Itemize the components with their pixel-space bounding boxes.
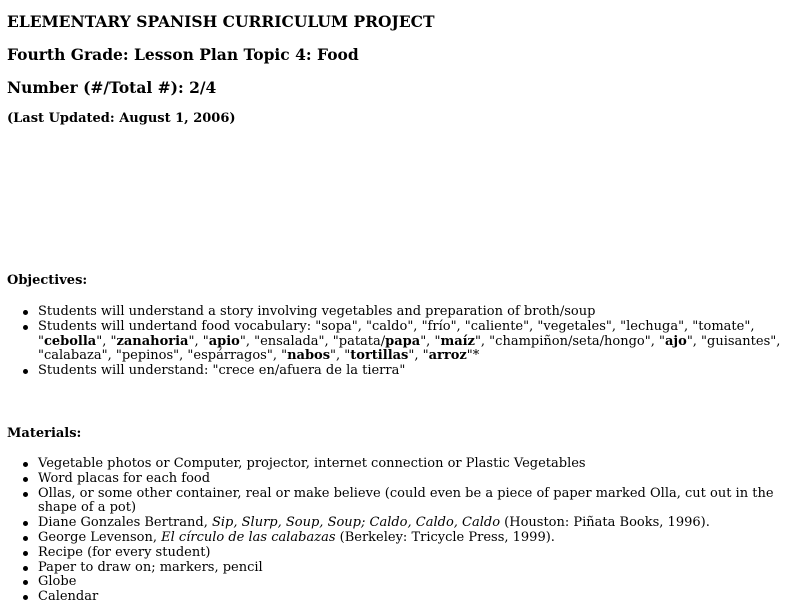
- last-updated: (Last Updated: August 1, 2006): [7, 111, 236, 126]
- vocab-text: ", ": [96, 333, 117, 349]
- lesson-title: Fourth Grade: Lesson Plan Topic 4: Food: [7, 45, 359, 64]
- vocab-word-bold: maíz: [440, 333, 475, 349]
- vocab-text: Students will undertand food vocabulary: "sopa", "caldo", "frío", "caliente", "vegetales", "lechuga", "tomate", ": [38, 318, 755, 349]
- vocab-text: ", "ensalada", "patata/: [239, 333, 386, 349]
- list-item: [0, 457, 790, 472]
- vocab-word-bold: cebolla: [43, 333, 97, 349]
- book-author: Diane Gonzales Bertrand,: [38, 515, 212, 531]
- list-item: [0, 516, 790, 531]
- list-item: [0, 320, 790, 364]
- vocab-text: ", ": [330, 348, 351, 364]
- vocab-word-bold: zanahoria: [116, 333, 189, 349]
- book-author: George Levenson,: [38, 529, 162, 545]
- vocab-word-bold: tortillas: [350, 348, 409, 364]
- vocab-word-bold: ajo: [665, 333, 687, 349]
- material-text: Globe: [38, 574, 77, 590]
- list-item: [0, 305, 790, 320]
- book-title: Sip, Slurp, Soup, Soup; Caldo, Caldo, Caldo: [211, 515, 501, 531]
- vocab-text: ", ": [408, 348, 429, 364]
- material-text: Vegetable photos or Computer, projector, internet connection or Plastic Vegetables: [38, 456, 586, 471]
- material-text: Recipe (for every student): [38, 544, 211, 560]
- vocab-word-bold: papa: [385, 333, 421, 349]
- vocab-word-bold: arroz: [428, 348, 467, 364]
- list-item: [0, 561, 790, 576]
- list-item: [0, 364, 790, 379]
- list-item: [0, 590, 790, 600]
- vocab-word-bold: apio: [208, 333, 240, 349]
- objectives-list: [0, 305, 790, 379]
- lesson-number: Number (#/Total #): 2/4: [7, 78, 217, 97]
- book-publisher: (Houston: Piñata Books, 1996).: [500, 515, 710, 531]
- materials-heading: Materials:: [7, 426, 82, 441]
- book-title: El círculo de las calabazas: [161, 529, 336, 545]
- vocab-text: ", "guisantes", "calabaza", "pepinos", "espárragos", ": [38, 333, 781, 364]
- materials-list: [0, 457, 790, 600]
- list-item: [0, 546, 790, 561]
- vocab-text: ", ": [188, 333, 209, 349]
- material-text: Word placas for each food: [38, 470, 211, 486]
- objective-text: Students will understand a story involving vegetables and preparation of broth/soup: [38, 304, 596, 319]
- objectives-heading: Objectives:: [7, 273, 88, 288]
- list-item: [0, 575, 790, 590]
- project-title: ELEMENTARY SPANISH CURRICULUM PROJECT: [7, 12, 435, 31]
- vocab-text: "*: [466, 348, 480, 364]
- objective-text: Students will understand: "crece en/afuera de la tierra": [38, 363, 406, 379]
- list-item: [0, 487, 790, 517]
- list-item: [0, 472, 790, 487]
- book-publisher: (Berkeley: Tricycle Press, 1999).: [335, 529, 555, 545]
- vocab-text: ", "champiñon/seta/hongo", ": [474, 333, 665, 349]
- material-text: Ollas, or some other container, real or make believe (could even be a piece of paper marked Olla, cut out in the shape of a pot): [38, 485, 774, 516]
- material-text: Calendar: [38, 589, 99, 600]
- material-text: Paper to draw on; markers, pencil: [38, 559, 263, 575]
- vocab-text: ", ": [420, 333, 441, 349]
- list-item: [0, 531, 790, 546]
- vocab-word-bold: nabos: [287, 348, 331, 364]
